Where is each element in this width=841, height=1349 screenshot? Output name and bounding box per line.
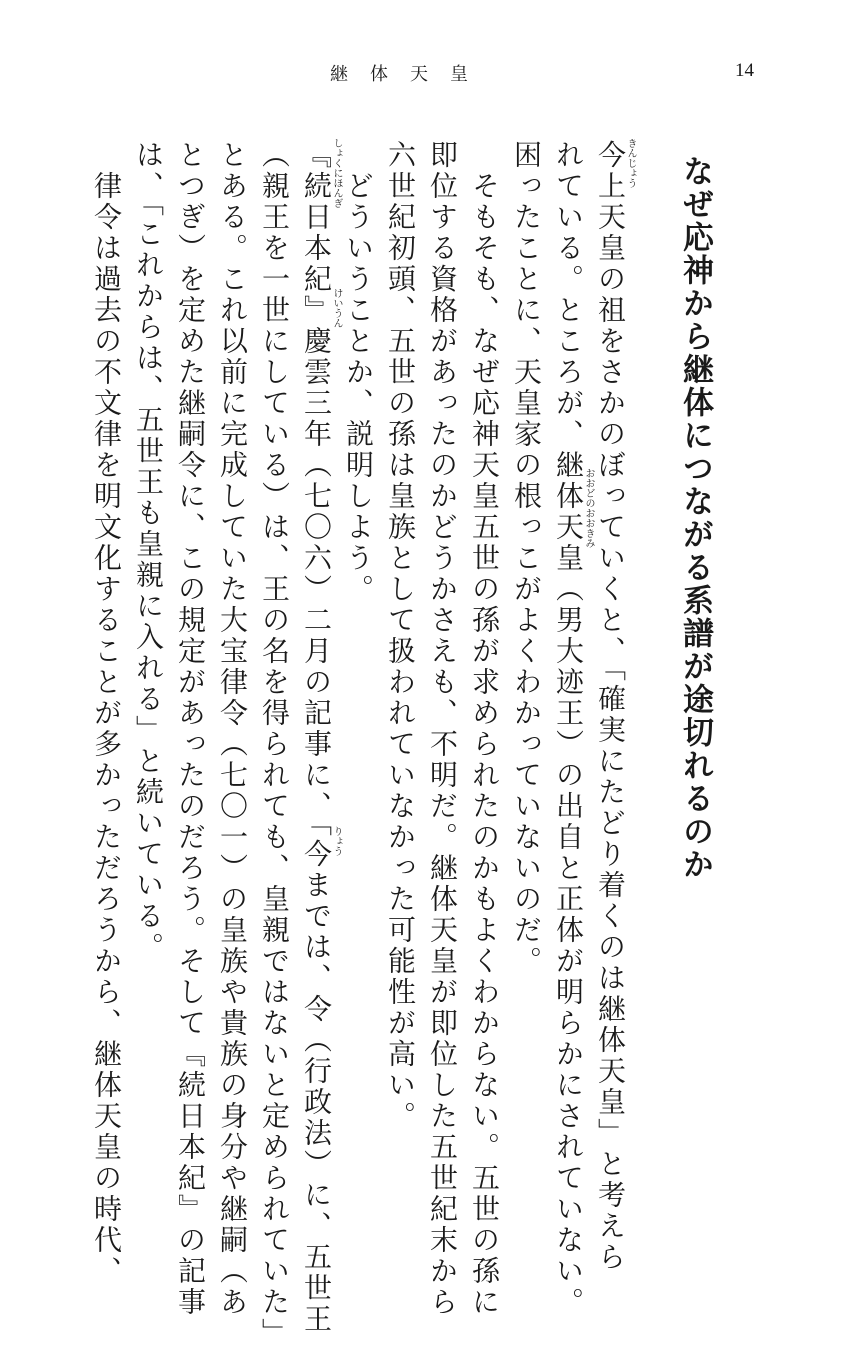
ruby-kinjou: きんじょう [625, 138, 636, 188]
body-column-10: とある。これ以前に完成していた大宝律令（七〇一）の皇族や貴族の身分や継嗣（あ [216, 140, 249, 1318]
body-column-9: （親王を一世にしている）は、王の名を得られても、皇親ではないと定められていた」 [258, 140, 291, 1349]
page-number: 14 [735, 60, 754, 81]
ruby-oodo: おおどのおおきみ [583, 468, 594, 548]
body-column-7: どういうことか、説明しよう。 [342, 140, 375, 605]
body-column-8: 『続日本紀』慶雲三年（七〇六）二月の記事に、「今までは、令（行政法）に、五世王 [300, 140, 333, 1335]
ruby-keiun: けいうん [331, 288, 342, 328]
running-head: 継体天皇 [330, 64, 490, 85]
body-column-4: そもそも、なぜ応神天皇五世の孫が求められたのかもよくわからない。五世の孫に [468, 140, 501, 1318]
section-heading: なぜ応神から継体につながる系譜が途切れるのか [677, 155, 713, 881]
body-column-1: 今上天皇の祖をさかのぼっていくと、「確実にたどり着くのは継体天皇」と考えら [594, 140, 627, 1273]
body-column-13: 律令は過去の不文律を明文化することが多かっただろうから、継体天皇の時代、 [90, 140, 123, 1287]
body-column-2: れている。ところが、継体天皇（男大迹王）の出自と正体が明らかにされていない。 [552, 140, 585, 1318]
body-column-12: は、「これからは、五世王も皇親に入れる」と続いている。 [132, 140, 165, 963]
ruby-ryou: りょう [331, 826, 342, 856]
body-column-6: 六世紀初頭、五世の孫は皇族として扱われていなかった可能性が高い。 [384, 140, 417, 1132]
body-column-3: 困ったことに、天皇家の根っこがよくわかっていないのだ。 [510, 140, 543, 977]
body-column-5: 即位する資格があったのかどうかさえも、不明だ。継体天皇が即位した五世紀末から [426, 140, 459, 1318]
body-column-11: とつぎ）を定めた継嗣令に、この規定があったのだろう。そして『続日本紀』の記事 [174, 140, 207, 1318]
ruby-shokunihongi: しょくにほんぎ [331, 138, 342, 208]
